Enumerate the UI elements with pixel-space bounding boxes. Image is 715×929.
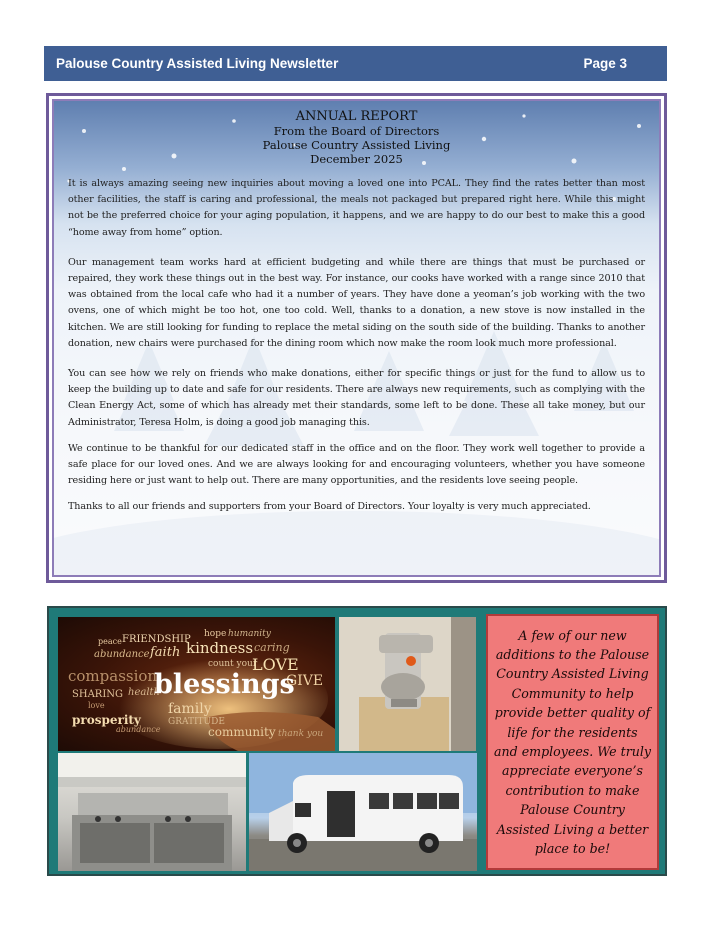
new-stove-photo bbox=[58, 753, 246, 871]
report-paragraph: It is always amazing seeing new inquiries about moving a loved one into PCAL. They find the rates better than most other facilities, the staff is caring and professional, the meals not packaged but prepared right here. While this might not be the preferred choice for your aging population, it happens, and we are happy to do our best to make this a good “home away from home” option. bbox=[68, 178, 645, 238]
photo-collage bbox=[47, 606, 667, 876]
report-title-block bbox=[68, 109, 645, 166]
word-cloud-word: GIVE bbox=[286, 673, 324, 689]
word-cloud-word: prosperity bbox=[72, 713, 141, 727]
report-paragraph: You can see how we rely on friends who make donations, either for specific things or just for the fund to allow us to keep the building up to date and safe for our residents. There are always new requirements, such as complying with the Clean Energy Act, some of which has already met their standards, some left to be done. These all take money, but our Administrator, Teresa Holm, is doing a good job managing this. bbox=[68, 368, 645, 428]
word-cloud-word: faith bbox=[150, 645, 181, 660]
annual-report-box bbox=[46, 93, 667, 583]
word-cloud-word: FRIENDSHIP bbox=[122, 634, 191, 645]
word-cloud-word: kindness bbox=[186, 639, 254, 657]
mixer-icon bbox=[339, 617, 476, 751]
word-cloud-word: community bbox=[208, 725, 276, 739]
report-paragraph: We continue to be thankful for our dedicated staff in the office and on the floor. They work well together to provide a safe place for our loved ones. And we are always looking for and encouraging volunteers, whether you have someone residing here or just want to help out. There are many opportunities, and the residents love seeing people. bbox=[68, 442, 645, 487]
word-cloud-word: count your bbox=[208, 659, 258, 669]
report-paragraph: Thanks to all our friends and supporters from your Board of Directors. Your loyalty is very much appreciated. bbox=[68, 501, 591, 513]
page-number: Page 3 bbox=[583, 56, 627, 71]
report-heading: ANNUAL REPORT bbox=[295, 109, 418, 124]
report-date: December 2025 bbox=[310, 152, 403, 166]
report-org: Palouse Country Assisted Living bbox=[262, 138, 451, 152]
stove-icon bbox=[58, 753, 246, 871]
word-cloud-word: blessings bbox=[154, 669, 295, 700]
word-cloud-word: family bbox=[168, 701, 212, 717]
word-cloud-word: abundance bbox=[94, 649, 150, 660]
blessings-word-cloud-image bbox=[58, 617, 335, 751]
word-cloud-word: caring bbox=[254, 641, 290, 654]
word-cloud-word: compassion bbox=[68, 667, 158, 685]
donations-note bbox=[486, 614, 659, 870]
word-cloud-word: peace bbox=[98, 637, 122, 646]
donations-note-text: A few of our new additions to the Palouse Country Assisted Living Community to help provide better quality of life for the residents and employees. We truly appreciate everyone’s contribution to make Palouse Country Assisted Living a better place to be! bbox=[494, 627, 651, 857]
mixer-photo bbox=[339, 617, 476, 751]
word-cloud-word: love bbox=[88, 701, 105, 710]
newsletter-title: Palouse Country Assisted Living Newsletter bbox=[56, 56, 339, 71]
word-cloud-word: SHARING bbox=[72, 689, 124, 700]
word-cloud-word: LOVE bbox=[252, 655, 299, 674]
report-paragraph: Our management team works hard at efficient budgeting and while there are things that must be purchased or repaired, they work these things out in the best way. For instance, our cooks have worked with a range since 2010 that was obtained from the local cafe who had it a number of years. They have done a yeoman’s job working with the two ovens, one of which might be too hot, one too cold. Well, thanks to a donation, a new stove is now installed in the kitchen. We are still looking for funding to replace the metal siding on the south side of the building. Thanks to another donation, new chairs were purchased for the dining room which now make the room look much more professional. bbox=[68, 256, 645, 349]
annual-report-inner bbox=[52, 99, 661, 577]
new-bus-photo bbox=[249, 753, 477, 871]
newsletter-header bbox=[44, 46, 667, 81]
word-cloud-word: thank you bbox=[278, 729, 324, 739]
word-cloud-word: abundance bbox=[116, 725, 161, 734]
word-cloud-word: GRATITUDE bbox=[168, 717, 225, 727]
word-cloud-word: humanity bbox=[228, 629, 271, 639]
bus-icon bbox=[249, 753, 477, 871]
report-from: From the Board of Directors bbox=[273, 124, 440, 138]
word-cloud-word: health bbox=[128, 687, 160, 698]
word-cloud-word: hope bbox=[204, 629, 227, 639]
